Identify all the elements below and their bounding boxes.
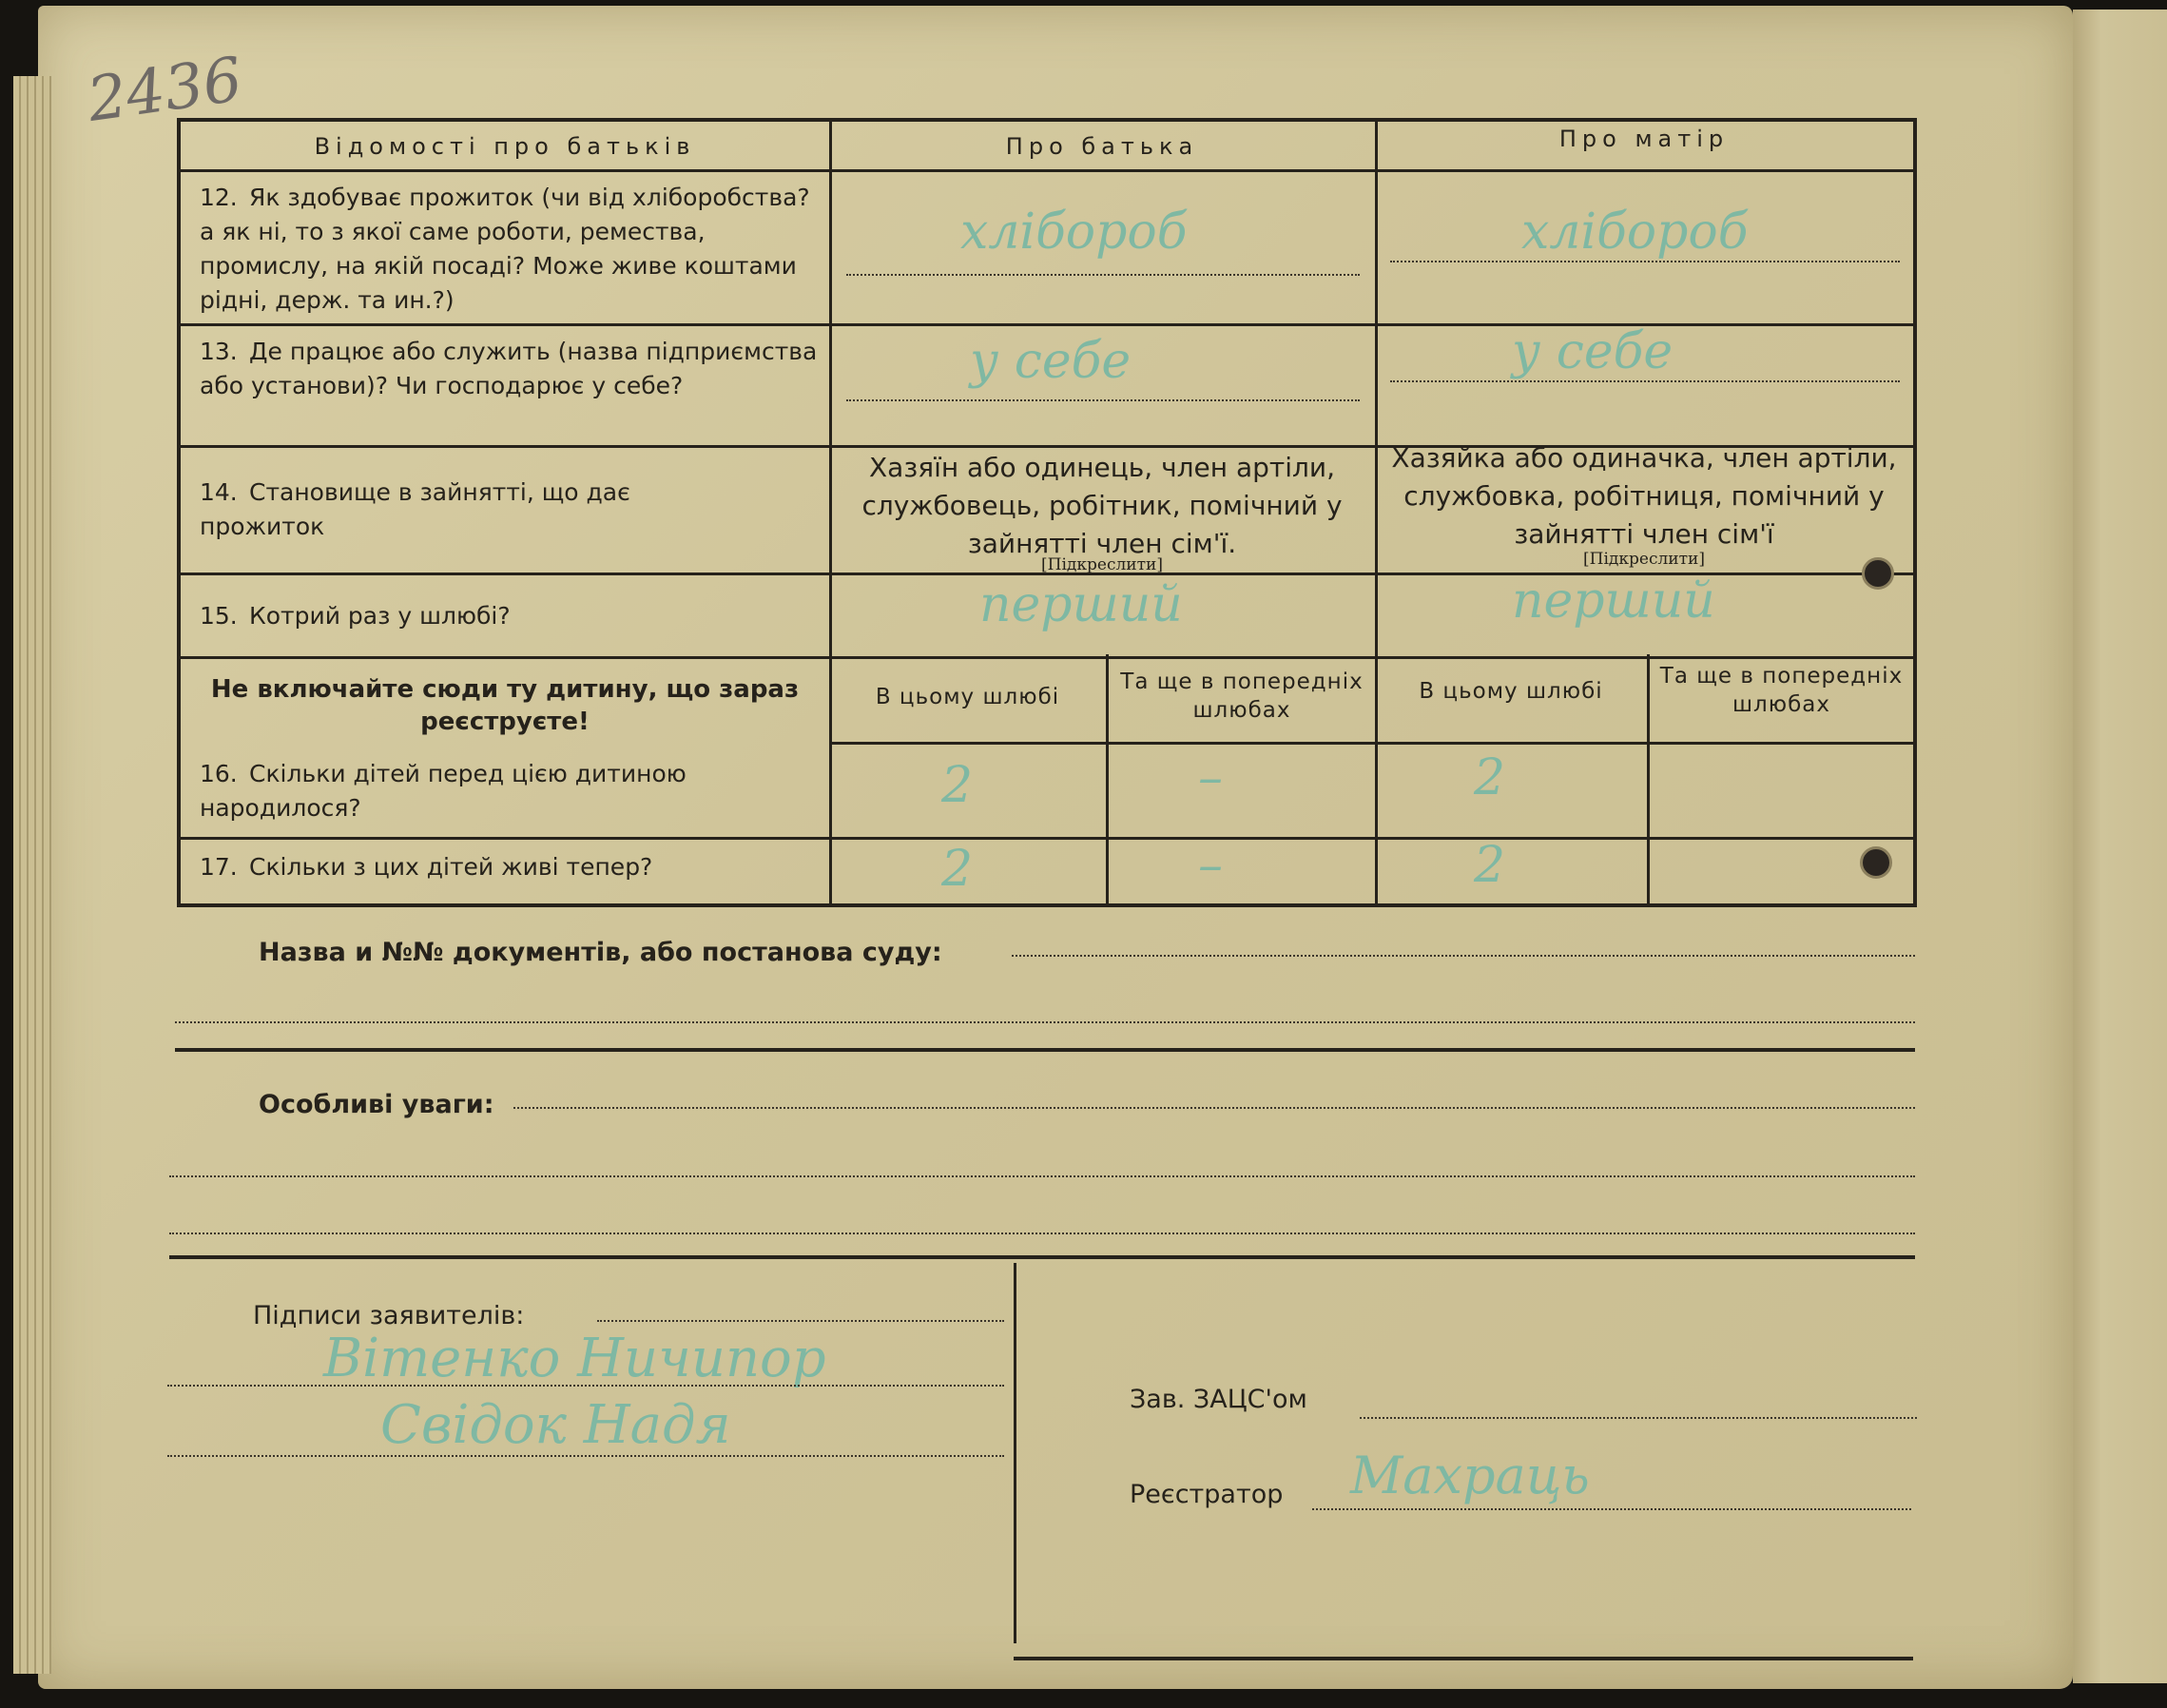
row-16-father-this: 2 [941,757,974,814]
row-14-father-options: Хазяїн або одинець, член артіли, службовець, робітник, помічний у зайнятті член сім'ї. [861,452,1343,559]
row-15-question: 15. Котрий раз у шлюбі? [200,602,511,630]
row-15-father-answer: перший [979,576,1183,633]
mother-sub-previous-marriages: Та ще в попередніх шлюбах [1659,664,1904,717]
row-14-father-note: [Підкреслити] [1041,555,1163,574]
row-16-question: 16. Скільки дітей перед цією дитиною народилося? [200,760,687,822]
row-17-mother-this: 2 [1474,837,1506,894]
archive-number: 2436 [83,45,247,136]
row-12-question: 12. Як здобуває прожиток (чи від хліборобства? а як ні, то з якої саме роботи, ремества, промислу, на якій посаді? Може живе коштами рідні, держ. та ин.?) [200,184,810,314]
row-13-father-answer: у себе [970,333,1132,390]
remarks-label: Особливі уваги: [259,1090,494,1119]
punch-hole [1862,557,1894,590]
row-14-mother-note: [Підкреслити] [1583,550,1705,569]
father-sub-previous-marriages: Та ще в попередніх шлюбах [1120,670,1364,723]
row-13-question: 13. Де працює або служить (назва підприємства або установи)? Чи господарює у себе? [200,338,818,399]
row-14-mother-options: Хазяйка або одиначка, член артіли, службовка, робітниця, помічний у зайнятті член сім'ї [1391,442,1897,550]
registrar-label: Реєстратор [1130,1480,1284,1509]
registrar-signature: Махраць [1350,1446,1590,1505]
row-15-mother-answer: перший [1512,573,1715,630]
row-12-father-answer: хлібороб [960,204,1188,261]
signature-divider [1014,1263,1016,1643]
applicant-signature-2: Свідок Надя [380,1394,731,1456]
row-16-father-prev: – [1198,749,1223,806]
applicant-signature-1: Вітенко Ничипор [323,1328,826,1389]
row-17-question: 17. Скільки з цих дітей живі тепер? [200,853,653,881]
punch-hole [1860,846,1892,879]
row-16-mother-this: 2 [1474,749,1506,806]
row-17-father-prev: – [1198,837,1223,894]
children-warning: Не включайте сюди ту дитину, що зараз реєструєте! [210,675,800,736]
mother-sub-this-marriage: В цьому шлюбі [1419,679,1603,704]
page-stack-edge [13,76,51,1674]
row-12-mother-answer: хлібороб [1521,204,1749,261]
signatures-label: Підписи заявителів: [253,1301,525,1330]
header-father: Про батька [1005,133,1199,160]
parents-info-table [177,118,1917,907]
father-sub-this-marriage: В цьому шлюбі [875,685,1060,709]
adjacent-page-edge [2073,10,2167,1683]
row-17-father-this: 2 [941,841,974,898]
head-label: Зав. ЗАЦС'ом [1130,1385,1307,1414]
row-13-mother-answer: у себе [1512,323,1674,380]
header-info: Відомості про батьків [314,133,696,160]
row-14-question: 14. Становище в зайнятті, що дає прожиток [200,478,630,540]
header-mother: Про матір [1558,126,1730,152]
documents-label: Назва и №№ документів, або постанова суду: [259,938,942,967]
